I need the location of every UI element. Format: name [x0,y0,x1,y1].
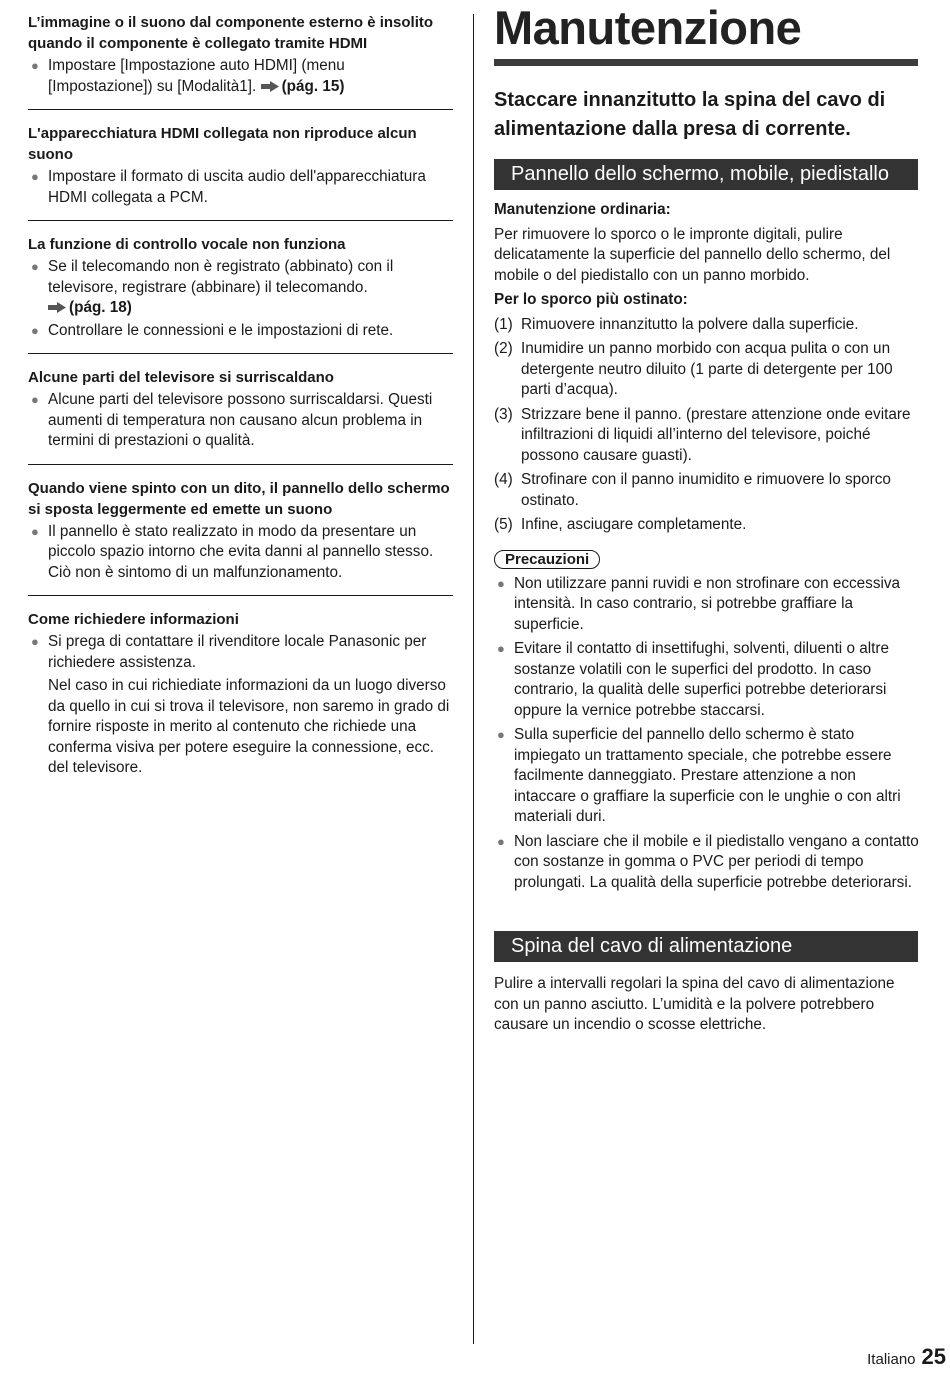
precaution-item [494,832,919,894]
page-reference[interactable]: (pág. 15) [281,77,345,95]
precaution-text: Sulla superficie del pannello dello schermo è stato impiegato un trattamento speciale, che potrebbe essere facilmente danneggiato. Prestare attenzione a non intaccare o graffiare la superficie con le unghie o con altri materiali duri. [514,726,901,825]
step-item [494,470,919,511]
precaution-text: Non lasciare che il mobile e il piedistallo vengano a contatto con sostanze in gomma o PVC per periodi di tempo prolungati. La qualità della superficie potrebbe deteriorarsi. [514,832,919,891]
step-text: Strofinare con il panno inumidito e rimuovere lo sporco ostinato. [521,471,891,509]
step-number: (3) [494,405,513,423]
step-text: Infine, asciugare completamente. [521,516,747,533]
divider [28,109,453,110]
bullet-dot-icon: ● [497,833,505,849]
item-title: Alcune parti del televisore si surriscaldano [28,369,334,386]
bullet-item [28,56,453,97]
section-heading-plug: Spina del cavo di alimentazione [494,931,918,962]
stubborn-label: Per lo sporco più ostinato: [494,291,688,308]
warning-subhead: Staccare innanzitutto la spina del cavo di alimentazione dalla presa di corrente. [494,89,886,140]
precaution-text: Non utilizzare panni ruvidi e non strofinare con eccessiva intensità. In caso contrario, si potrebbe graffiare la superficie. [514,574,901,633]
bullet-dot-icon: ● [31,322,39,338]
bullet-dot-icon: ● [497,641,505,656]
bullet-text: Alcune parti del televisore possono surriscaldarsi. Questi aumenti di temperatura non causano alcun problema in termini di prestazioni o qualità. [48,391,433,449]
plug-care-text: Pulire a intervalli regolari la spina del cavo di alimentazione con un panno asciutto. L’umidità e la polvere potrebbero causare un incendio o scosse elettriche. [494,975,895,1033]
bullet-text: Controllare le connessioni e le impostazioni di rete. [48,321,394,339]
page-number: 25 [921,1344,946,1369]
bullet-text: Se il telecomando non è registrato (abbinato) con il televisore, registrare (abbinare) il telecomando. [48,258,394,296]
bullet-dot-icon: ● [31,259,39,274]
bullet-text: Impostare il formato di uscita audio dell'apparecchiatura HDMI collegata a PCM. [48,168,426,206]
bullet-item [28,167,453,208]
page-arrow-icon [48,302,66,313]
step-text: Rimuovere innanzitutto la polvere dalla superficie. [521,315,859,333]
bullet-dot-icon: ● [31,392,39,407]
step-number: (4) [494,471,513,488]
item-title: L'apparecchiatura HDMI collegata non riproduce alcun suono [28,125,417,163]
page-footer [867,1344,946,1370]
troubleshoot-item [28,12,453,97]
precaution-item [494,574,919,636]
bullet-item [28,390,453,452]
bullet-item [28,522,453,584]
step-item [494,405,919,467]
troubleshoot-item [28,123,453,208]
precaution-item [494,725,919,828]
bullet-item [28,257,453,319]
troubleshoot-item [28,367,453,452]
step-number: (2) [494,340,513,357]
page-arrow-icon [261,81,279,92]
divider [28,464,453,465]
precaution-item [494,639,919,721]
routine-label: Manutenzione ordinaria: [494,201,671,218]
item-title: L’immagine o il suono dal componente esterno è insolito quando il componente è collegato tramite HDMI [28,14,434,52]
troubleshoot-item [28,478,453,584]
troubleshoot-item [28,609,453,779]
panel-care-content [494,200,919,893]
column-divider [473,14,474,1344]
step-item [494,515,919,536]
step-text: Strizzare bene il panno. (prestare attenzione onde evitare infiltrazioni di liquidi all’interno del televisore, poiché possono causare guasti). [521,405,911,464]
step-text: Inumidire un panno morbido con acqua pulita o con un detergente neutro diluito (1 parte di detergente per 100 parti d’acqua). [521,340,893,398]
section-heading-panel: Pannello dello schermo, mobile, piedistallo [494,159,918,190]
routine-text: Per rimuovere lo sporco o le impronte digitali, pulire delicatamente la superficie del pannello dello schermo, del mobile o del piedistallo con un panno morbido. [494,225,891,284]
bullet-text: Si prega di contattare il rivenditore locale Panasonic per richiedere assistenza. [48,633,427,671]
divider [28,595,453,596]
bullet-item [28,632,453,779]
divider [28,353,453,354]
step-item [494,315,919,336]
page-reference[interactable]: (pág. 18) [69,299,132,316]
precautions-badge: Precauzioni [494,550,600,569]
bullet-dot-icon: ● [31,169,39,184]
bullet-dot-icon: ● [497,575,505,591]
precaution-text: Evitare il contatto di insettifughi, solventi, diluenti o altre sostanze volatili con le superfici del prodotto. In caso contrario, la qualità delle superfici potrebbe deteriorarsi oppure la vernice potrebbe staccarsi. [514,640,889,719]
bullet-dot-icon: ● [497,727,505,742]
bullet-dot-icon: ● [31,58,39,73]
troubleshooting-column [28,12,453,779]
divider [28,220,453,221]
step-item [494,339,919,401]
bullet-text: Il pannello è stato realizzato in modo da presentare un piccolo spazio intorno che evita danni al pannello stesso. Ciò non è sintomo di un malfunzionamento. [48,522,434,581]
item-title: La funzione di controllo vocale non funziona [28,236,346,253]
troubleshoot-item [28,234,453,341]
page-title: Manutenzione [494,1,802,54]
step-number: (1) [494,315,513,333]
bullet-text: Impostare [Impostazione auto HDMI] (menu [Impostazione]) su [Modalità1]. [48,57,345,95]
footer-language: Italiano [867,1351,916,1368]
bullet-item [28,321,453,342]
item-title: Come richiedere informazioni [28,611,239,628]
bullet-dot-icon: ● [31,523,39,539]
step-number: (5) [494,516,513,533]
maintenance-column [494,0,919,1036]
item-title: Quando viene spinto con un dito, il pannello dello schermo si sposta leggermente ed emette un suono [28,479,450,518]
bullet-dot-icon: ● [31,634,39,649]
title-underline [494,59,918,66]
bullet-text-continued: Nel caso in cui richiediate informazioni da un luogo diverso da quello in cui si trova il televisore, non saremo in grado di fornire risposte in merito al contenuto che richiede una conferma visiva per potere eseguire la connessione, ecc. del televisore. [48,677,450,776]
